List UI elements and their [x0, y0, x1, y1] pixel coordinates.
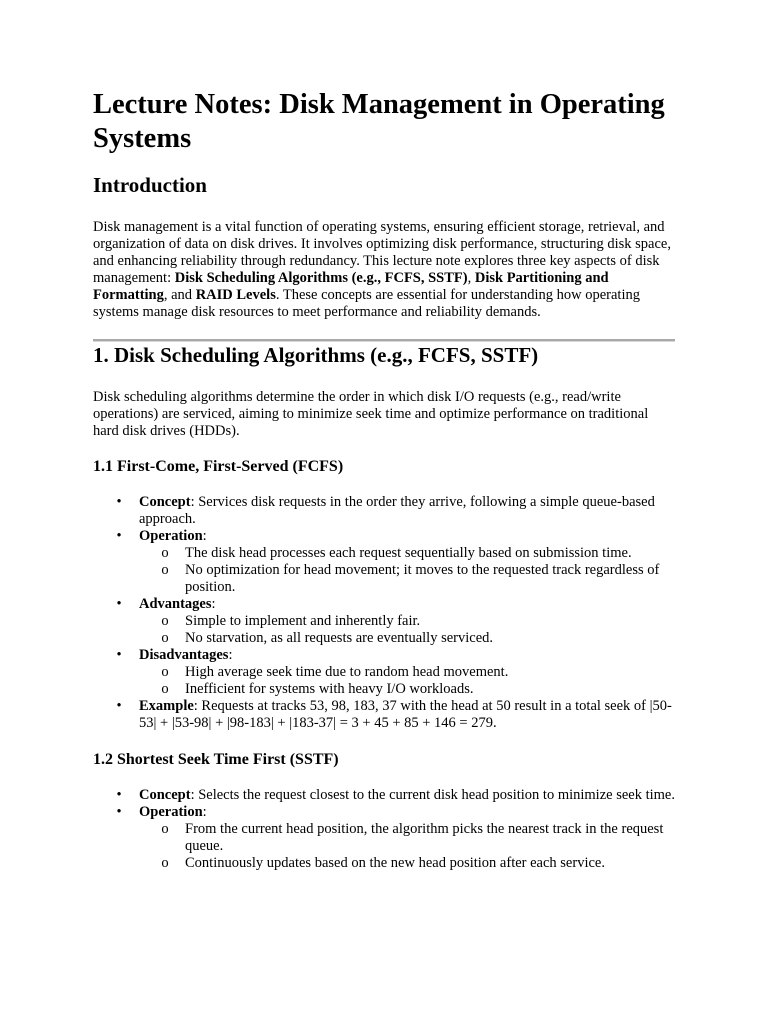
fcfs-list — [93, 494, 675, 732]
item-colon: : — [228, 647, 233, 663]
sub-bullet-icon: o — [161, 681, 169, 697]
sub-item-text: Continuously updates based on the new head position after each service. — [185, 855, 605, 871]
sstf-list — [93, 787, 675, 872]
page-title: Lecture Notes: Disk Management in Operating Systems — [93, 89, 665, 154]
item-label: Concept — [139, 494, 191, 510]
fcfs-heading: 1.1 First-Come, First-Served (FCFS) — [93, 458, 344, 475]
sub-item-text: No optimization for head movement; it moves to the requested track regardless of position. — [185, 562, 660, 595]
sub-list-item — [139, 630, 675, 647]
intro-bold-disk-scheduling: Disk Scheduling Algorithms (e.g., FCFS, SSTF) — [174, 270, 468, 286]
intro-text-part1: Disk management is a vital function of operating systems, ensuring efficient storage, retrieval, and organization of data on disk drives. It involves optimizing disk performance, structuring disk space, and enhancing reliability through redundancy. This lecture note explores three key aspects of disk management: — [93, 219, 671, 286]
bullet-icon: • — [116, 596, 122, 612]
item-colon: : — [202, 528, 207, 544]
intro-bold-disk-partitioning: Disk Partitioning and Formatting — [93, 270, 609, 303]
item-label: Advantages — [139, 596, 212, 612]
sub-list-item — [139, 545, 675, 562]
sub-list-item — [139, 821, 675, 855]
sub-list — [139, 545, 675, 596]
intro-heading: Introduction — [93, 173, 207, 197]
section-1-heading: 1. Disk Scheduling Algorithms (e.g., FCFS, SSTF) — [93, 343, 539, 367]
sub-list — [139, 664, 675, 698]
bullet-icon: • — [116, 647, 122, 663]
document-page — [93, 88, 675, 872]
list-item — [93, 804, 675, 872]
sub-bullet-icon: o — [161, 562, 169, 578]
item-label: Disadvantages — [139, 647, 229, 663]
sub-list-item — [139, 664, 675, 681]
sub-list-item — [139, 562, 675, 596]
sub-bullet-icon: o — [161, 545, 169, 561]
list-item — [93, 596, 675, 647]
item-colon: : — [202, 804, 207, 820]
sub-list-item — [139, 613, 675, 630]
sub-list-item — [139, 681, 675, 698]
sub-item-text: Inefficient for systems with heavy I/O workloads. — [185, 681, 474, 697]
sub-item-text: Simple to implement and inherently fair. — [185, 613, 421, 629]
sub-item-text: The disk head processes each request sequentially based on submission time. — [185, 545, 632, 561]
bullet-icon: • — [116, 698, 122, 714]
item-colon: : — [211, 596, 216, 612]
bullet-icon: • — [116, 528, 122, 544]
bullet-icon: • — [116, 787, 122, 803]
sub-list-item — [139, 855, 675, 872]
bullet-icon: • — [116, 804, 122, 820]
list-item — [93, 528, 675, 596]
item-label: Operation — [139, 528, 203, 544]
item-text: : Selects the request closest to the current disk head position to minimize seek time. — [190, 787, 675, 803]
item-label: Concept — [139, 787, 191, 803]
sub-bullet-icon: o — [161, 664, 169, 680]
intro-separator: , — [467, 270, 475, 286]
list-item — [93, 787, 675, 804]
item-label: Operation — [139, 804, 203, 820]
sub-list — [139, 821, 675, 872]
list-item — [93, 494, 675, 528]
item-text: : Requests at tracks 53, 98, 183, 37 with the head at 50 result in a total seek of |50-53| + |53-98| + |98-183| + |183-37| = 3 + 45 + 85 + 146 = 279. — [139, 698, 672, 731]
intro-bold-raid-levels: RAID Levels — [195, 287, 276, 303]
bullet-icon: • — [116, 494, 122, 510]
sub-bullet-icon: o — [161, 821, 169, 837]
section-1-paragraph: Disk scheduling algorithms determine the order in which disk I/O requests (e.g., read/write operations) are serviced, aiming to minimize seek time and optimize performance on traditional hard disk drives (HDDs). — [93, 389, 649, 439]
item-text: : Services disk requests in the order they arrive, following a simple queue-based approach. — [139, 494, 655, 527]
intro-text-part2: . These concepts are essential for understanding how operating systems manage disk resources to meet performance and reliability demands. — [93, 287, 640, 320]
sub-bullet-icon: o — [161, 630, 169, 646]
sub-item-text: From the current head position, the algorithm picks the nearest track in the request queue. — [185, 821, 664, 854]
sub-item-text: High average seek time due to random head movement. — [185, 664, 509, 680]
sub-bullet-icon: o — [161, 855, 169, 871]
sub-list — [139, 613, 675, 647]
item-label: Example — [139, 698, 194, 714]
list-item — [93, 647, 675, 698]
intro-paragraph — [93, 219, 675, 321]
intro-separator: , and — [163, 287, 196, 303]
list-item — [93, 698, 675, 732]
sub-item-text: No starvation, as all requests are eventually serviced. — [185, 630, 494, 646]
sub-bullet-icon: o — [161, 613, 169, 629]
sstf-heading: 1.2 Shortest Seek Time First (SSTF) — [93, 751, 339, 768]
